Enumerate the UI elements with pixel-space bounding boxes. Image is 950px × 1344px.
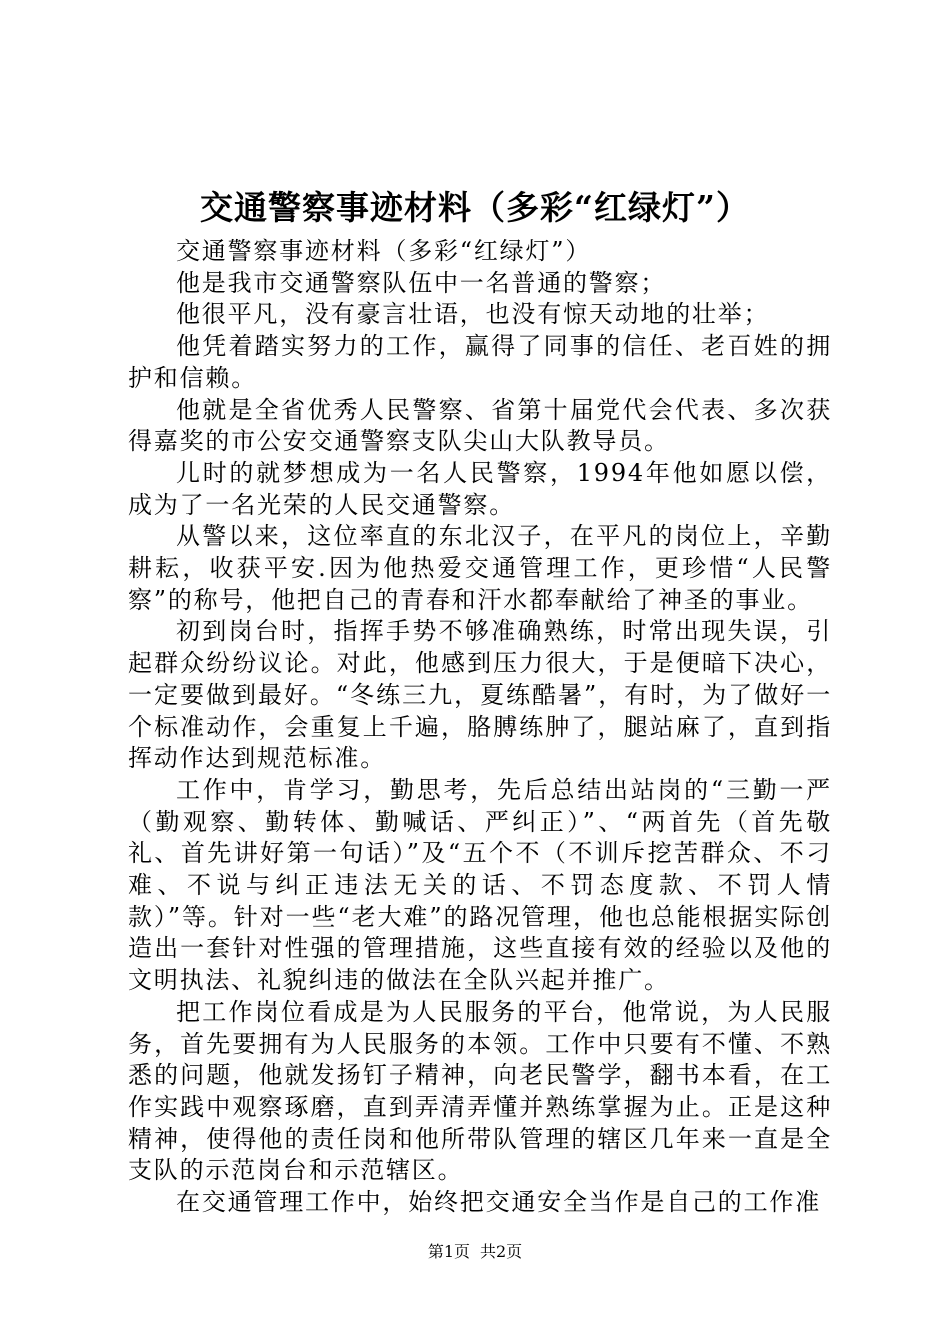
paragraph: 他凭着踏实努力的工作，赢得了同事的信任、老百姓的拥护和信赖。 bbox=[128, 332, 832, 392]
paragraph: 工作中，肯学习，勤思考，先后总结出站岗的“三勤一严（勤观察、勤转体、勤喊话、严纠正）”、“两首先（首先敬礼、首先讲好第一句话）”及“五个不（不训斥挖苦群众、不刁难、不说与纠正违法无关的话、不罚态度款、不罚人情款）”等。针对一些“老大难”的路况管理，他也总能根据实际创造出一套针对性强的管理措施，这些直接有效的经验以及他的文明执法、礼貌纠违的做法在全队兴起并推广。 bbox=[128, 775, 832, 995]
paragraph: 他是我市交通警察队伍中一名普通的警察； bbox=[176, 268, 667, 297]
page-footer bbox=[0, 1240, 950, 1264]
paragraph: 把工作岗位看成是为人民服务的平台，他常说，为人民服务，首先要拥有为人民服务的本领。工作中只要有不懂、不熟悉的问题，他就发扬钉子精神，向老民警学，翻书本看，在工作实践中观察琢磨，直到弄清弄懂并熟练掌握为止。正是这种精神，使得他的责任岗和他所带队管理的辖区几年来一直是全支队的示范岗台和示范辖区。 bbox=[128, 997, 832, 1185]
paragraph: 从警以来，这位率直的东北汉子，在平凡的岗位上，辛勤耕耘，收获平安.因为他热爱交通管理工作，更珍惜“人民警察”的称号，他把自己的青春和汗水都奉献给了神圣的事业。 bbox=[128, 522, 832, 614]
paragraph: 交通警察事迹材料（多彩“红绿灯”） bbox=[176, 237, 592, 265]
page-total: 共2页 bbox=[480, 1242, 523, 1261]
paragraph: 初到岗台时，指挥手势不够准确熟练，时常出现失误，引起群众纷纷议论。对此，他感到压力很大，于是便暗下决心，一定要做到最好。“冬练三九，夏练酷暑”，有时，为了做好一个标准动作，会重复上千遍，胳膊练肿了，腿站麻了，直到指挥动作达到规范标准。 bbox=[128, 617, 832, 773]
paragraph: 他就是全省优秀人民警察、省第十届党代会代表、多次获得嘉奖的市公安交通警察支队尖山大队教导员。 bbox=[128, 395, 832, 456]
paragraph: 儿时的就梦想成为一名人民警察，1994年他如愿以偿，成为了一名光荣的人民交通警察。 bbox=[128, 458, 832, 519]
page-number: 第1页 bbox=[427, 1242, 470, 1261]
document-title: 交通警察事迹材料（多彩“红绿灯”） bbox=[200, 188, 750, 227]
paragraph: 在交通管理工作中，始终把交通安全当作是自己的工作准 bbox=[176, 1188, 821, 1217]
document-body bbox=[128, 236, 832, 1219]
paragraph: 他很平凡，没有豪言壮语，也没有惊天动地的壮举； bbox=[176, 300, 770, 329]
